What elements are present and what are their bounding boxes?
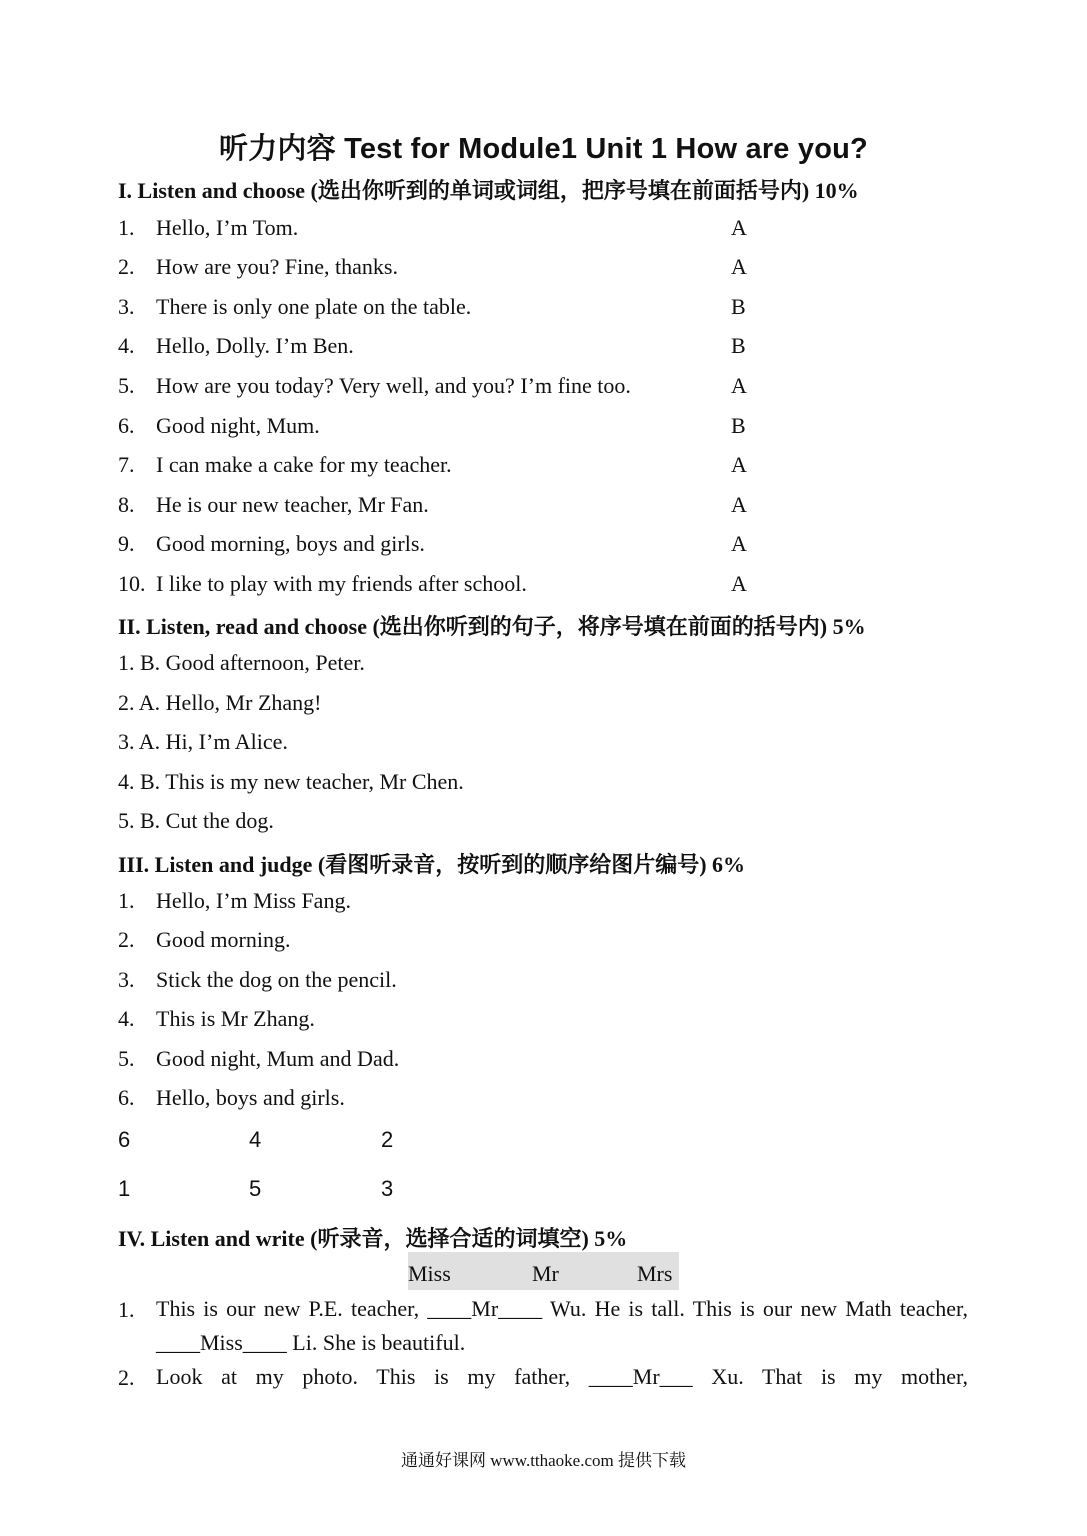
answer-letter: A xyxy=(731,452,747,477)
answer-letter: B xyxy=(731,413,746,438)
word-option: Miss xyxy=(408,1261,451,1286)
word-bank xyxy=(408,1252,679,1290)
item-number: 1. xyxy=(118,1297,135,1322)
fill-blank-item: Look at my photo. This is my father, ____Mr___ Xu. That is my mother, xyxy=(156,1364,968,1389)
answer-letter: A xyxy=(731,373,747,398)
answer-letter: A xyxy=(731,254,747,279)
list-item: 4. B. This is my new teacher, Mr Chen. xyxy=(118,769,464,794)
word-option: Mr xyxy=(532,1261,559,1286)
page-title: 听力内容 Test for Module1 Unit 1 How are you? xyxy=(219,133,868,165)
list-item: 2. A. Hello, Mr Zhang! xyxy=(118,690,322,715)
answer-letter: A xyxy=(731,531,747,556)
answer-letter: B xyxy=(731,294,746,319)
list-item: 1. B. Good afternoon, Peter. xyxy=(118,650,365,675)
item-number: 2. xyxy=(118,1365,135,1390)
list-item: 5. B. Cut the dog. xyxy=(118,808,274,833)
order-number: 5 xyxy=(249,1176,262,1201)
section-3-heading: III. Listen and judge (看图听录音，按听到的顺序给图片编号) 6% xyxy=(118,852,746,877)
footer-text: 通通好课网 www.tthaoke.com 提供下载 xyxy=(400,1451,687,1470)
answer-letter: A xyxy=(731,215,747,240)
list-item: 3. A. Hi, I’m Alice. xyxy=(118,729,288,754)
word-option: Mrs xyxy=(637,1261,673,1286)
order-number: 3 xyxy=(381,1176,394,1201)
order-number: 1 xyxy=(118,1176,131,1201)
answer-letter: A xyxy=(731,492,747,517)
order-number: 2 xyxy=(381,1127,394,1152)
order-number: 4 xyxy=(249,1127,262,1152)
section-4-heading: IV. Listen and write (听录音，选择合适的词填空) 5% xyxy=(118,1226,628,1251)
section-1-heading: I. Listen and choose (选出你听到的单词或词组，把序号填在前面括号内) 10% xyxy=(118,178,859,203)
fill-blank-item: This is our new P.E. teacher, ____Mr____ Wu. He is tall. This is our new Math teacher, ____Miss____ Li. She is beautiful. xyxy=(156,1296,968,1355)
order-number: 6 xyxy=(118,1127,131,1152)
answer-letter: A xyxy=(731,571,747,596)
section-2-heading: II. Listen, read and choose (选出你听到的句子，将序号填在前面的括号内) 5% xyxy=(118,614,866,639)
answer-letter: B xyxy=(731,333,746,358)
